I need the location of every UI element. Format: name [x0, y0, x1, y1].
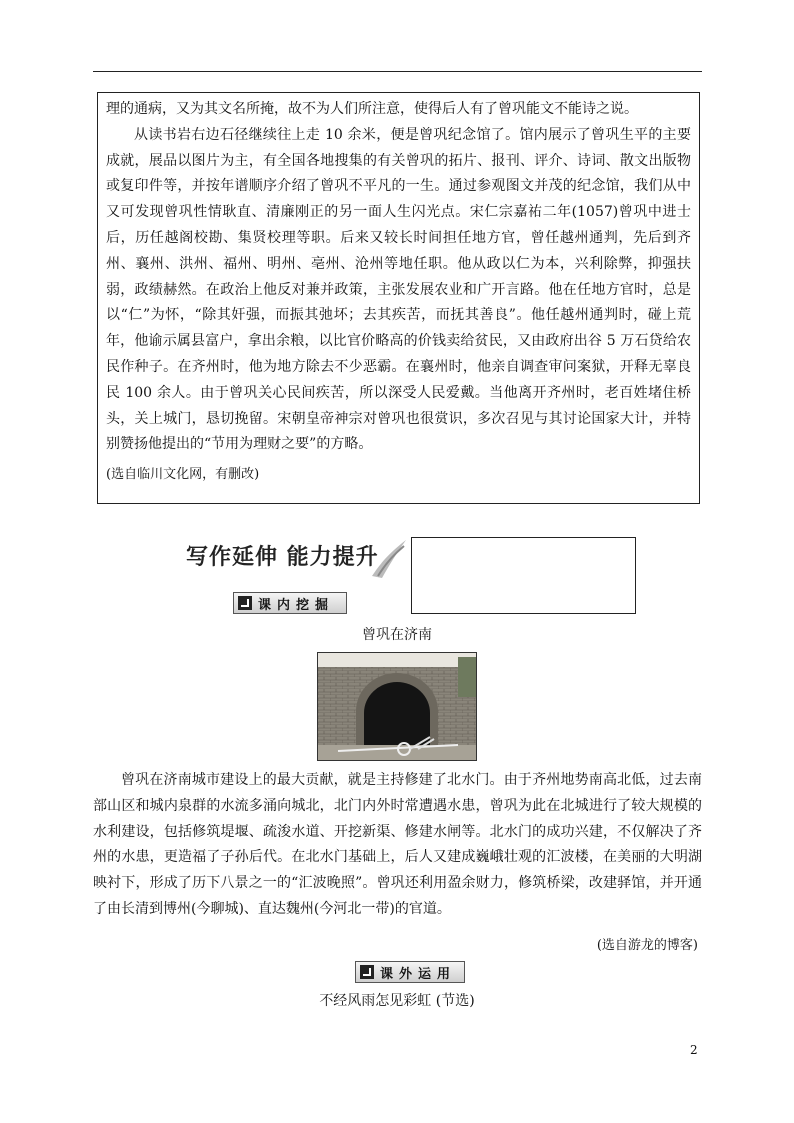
- tag-in-class-exploration: [233, 592, 347, 614]
- article-title-1: 曾巩在济南: [362, 627, 432, 643]
- passage-source: (选自临川文化网，有删改): [106, 467, 260, 483]
- article-paragraph: 曾巩在济南城市建设上的最大贡献，就是主持修建了北水门。由于齐州地势南高北低，过去南部山区和城内泉群的水流多涌向城北，北门内外时常遭遇水患，曾巩为此在北城进行了较大规模的水利建设，包括修筑堤堰、疏浚水道、开挖新渠、修建水闸等。北水门的成功兴建，不仅解决了齐州的水患，更造福了子孙后代。在北水门基础上，后人又建成巍峨壮观的汇波楼，在美丽的大明湖映衬下，形成了历下八景之一的“汇波晚照”。曾巩还利用盈余财力，修筑桥梁，改建驿馆，并开通了由长清到博州(今聊城)、直达魏州(今河北一带)的官道。: [93, 772, 702, 917]
- arrow-corner-icon: [238, 596, 252, 610]
- arrow-corner-icon: [360, 965, 374, 979]
- tag-label: 课外运用: [380, 966, 457, 982]
- header-rule: [93, 71, 702, 72]
- passage-paragraph-1: 理的通病，又为其文名所掩，故不为人们所注意，使得后人有了曾巩能文不能诗之说。: [106, 101, 638, 117]
- page-number: 2: [690, 1043, 698, 1057]
- tag-label: 课内挖掘: [258, 597, 335, 613]
- passage-paragraph-2: 从读书岩右边石径继续往上走 10 余米，便是曾巩纪念馆了。馆内展示了曾巩生平的主要成就，展品以图片为主，有全国各地搜集的有关曾巩的拓片、报刊、评介、诗词、散文出版物或复印件等，并按年谱顺序介绍了曾巩不平凡的一生。通过参观图文并茂的纪念馆，我们从中又可发现曾巩性情耿直、清廉刚正的另一面人生闪光点。宋仁宗嘉祐二年(1057)曾巩中进士后，历任越阁校勘、集贤校理等职。后来又较长时间担任地方官，曾任越州通判，先后到齐州、襄州、洪州、福州、明州、亳州、沧州等地任职。他从政以仁为本，兴利除弊，抑强扶弱，政绩赫然。在政治上他反对兼并政策，主张发展农业和广开言路。他在任地方官时，总是以“仁”为怀，“除其奸强，而振其弛坏；去其疾苦，而抚其善良”。他任越州通判时，碰上荒年，他谕示属县富户，拿出余粮，以比官价略高的价钱卖给贫民，又由政府出谷 5 万石贷给农民作种子。在齐州时，他为地方除去不少恶霸。在襄州时，他亲自调查审问案狱，开释无辜良民 100 余人。由于曾巩关心民间疾苦，所以深受人民爱戴。当他离开齐州时，老百姓堵住桥头，关上城门，恳切挽留。宋朝皇帝神宗对曾巩也很赏识，多次召见与其讨论国家大计，并特别赞扬他提出的“节用为理财之要”的方略。: [106, 126, 691, 453]
- article-body: [93, 768, 702, 923]
- blank-frame: [411, 537, 636, 614]
- tag-extracurricular-application: [355, 961, 465, 983]
- stone-arch-gate-icon: [318, 653, 476, 760]
- section-title: 写作延伸 能力提升: [186, 545, 379, 570]
- photo-stone-arch-gate: [317, 652, 477, 761]
- article-source: (选自游龙的博客): [596, 938, 698, 953]
- brush-swoosh-icon: [366, 536, 410, 580]
- article-title-2: 不经风雨怎见彩虹 (节选): [319, 993, 475, 1009]
- reading-passage-box: [97, 92, 700, 504]
